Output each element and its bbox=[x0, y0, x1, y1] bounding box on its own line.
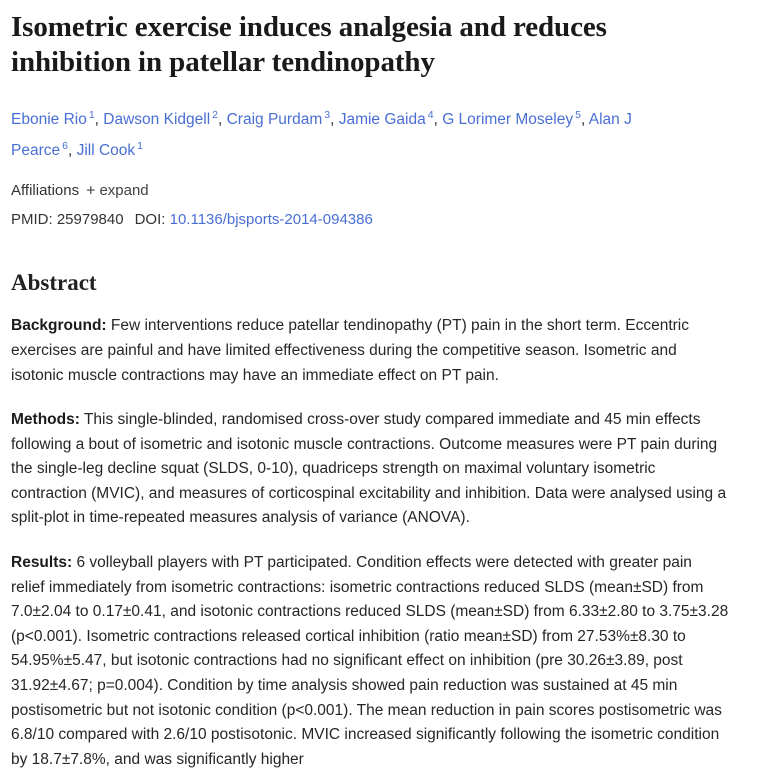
expand-affiliations-button[interactable] bbox=[86, 182, 149, 199]
page-title: Isometric exercise induces analgesia and reduces inhibition in patellar tendinopathy bbox=[11, 11, 607, 78]
author-separator: , bbox=[94, 111, 104, 129]
abstract-section-text: Few interventions reduce patellar tendinopathy (PT) pain in the short term. Eccentric exercises are painful and have limited effectiveness during the competitive season. Isometric and isotonic muscle contractions may have an immediate effect on PT pain. bbox=[11, 317, 689, 384]
author-affiliation-superscript[interactable]: 3 bbox=[324, 109, 331, 121]
affiliations-label: Affiliations bbox=[11, 182, 80, 200]
author-link[interactable]: G Lorimer Moseley bbox=[442, 111, 574, 129]
pmid-value: 25979840 bbox=[56, 211, 124, 229]
author-link[interactable]: Jamie Gaida bbox=[338, 111, 426, 129]
abstract-section-label: Results: bbox=[11, 554, 73, 572]
author-affiliation-superscript[interactable]: 6 bbox=[62, 140, 68, 153]
author-affiliation-superscript[interactable]: 1 bbox=[88, 109, 95, 121]
abstract-section bbox=[11, 408, 729, 531]
abstract-section bbox=[11, 314, 729, 388]
doi-label: DOI: bbox=[134, 211, 166, 229]
plus-icon: + bbox=[86, 182, 96, 200]
author-affiliation-superscript[interactable]: 1 bbox=[137, 140, 144, 153]
author-affiliation-superscript[interactable]: 5 bbox=[575, 109, 581, 121]
author-separator: , bbox=[67, 142, 77, 160]
author-separator: , bbox=[580, 111, 589, 129]
abstract-section-text: 6 volleyball players with PT participated. Condition effects were detected with greater pain relief immediately from isometric contractions: isometric contractions reduced SLDS (mean±SD) from 7.0±2.04 to 0.17±0.41, and isotonic contractions reduced SLDS (mean±SD) from 6.33±2.80 to 3.75±3.28 (p<0.001). Isometric contractions released cortical inhibition (ratio mean±SD) from 27.53%±8.30 to 54.95%±5.47, but isotonic contractions had no significant effect on inhibition (pre 30.26±3.89, post 31.92±4.67; p=0.004). Condition by time analysis showed pain reduction was sustained at 45 min postisometric but not isotonic condition (p<0.001). The mean reduction in pain scores postisometric was 6.8/10 compared with 2.6/10 postisotonic. MVIC increased significantly following the isometric condition by 18.7±7.8%, and was significantly higher bbox=[11, 554, 729, 768]
author-separator: , bbox=[217, 111, 227, 129]
abstract-section bbox=[11, 551, 729, 772]
author-link[interactable]: Ebonie Rio bbox=[11, 111, 87, 129]
author-separator: , bbox=[330, 111, 339, 129]
expand-label: expand bbox=[99, 182, 149, 200]
author-link[interactable]: Dawson Kidgell bbox=[103, 111, 211, 129]
doi-link[interactable]: 10.1136/bjsports-2014-094386 bbox=[169, 211, 373, 229]
abstract-section-label: Methods: bbox=[11, 411, 80, 429]
author-link[interactable]: Jill Cook bbox=[76, 142, 136, 160]
author-affiliation-superscript[interactable]: 2 bbox=[212, 109, 218, 121]
abstract-body bbox=[11, 314, 729, 772]
pmid-label: PMID: bbox=[11, 211, 53, 229]
affiliations-row bbox=[11, 180, 747, 202]
abstract-heading: Abstract bbox=[11, 270, 97, 296]
author-separator: , bbox=[433, 111, 443, 129]
abstract-section-label: Background: bbox=[11, 317, 107, 335]
author-link[interactable]: Alan J Pearce bbox=[11, 111, 632, 160]
abstract-section-text: This single-blinded, randomised cross-over study compared immediate and 45 min effects following a bout of isometric and isotonic muscle contractions. Outcome measures were PT pain during the single-leg decline squat (SLDS, 0-10), quadriceps strength on maximal voluntary isometric contraction (MVIC), and measures of corticospinal excitability and inhibition. Data were analysed using a split-plot in time-repeated measures analysis of variance (ANOVA). bbox=[11, 411, 727, 527]
author-list bbox=[11, 102, 691, 164]
identifiers-row bbox=[11, 209, 747, 231]
author-link[interactable]: Craig Purdam bbox=[226, 111, 323, 129]
author-affiliation-superscript[interactable]: 4 bbox=[427, 109, 434, 121]
